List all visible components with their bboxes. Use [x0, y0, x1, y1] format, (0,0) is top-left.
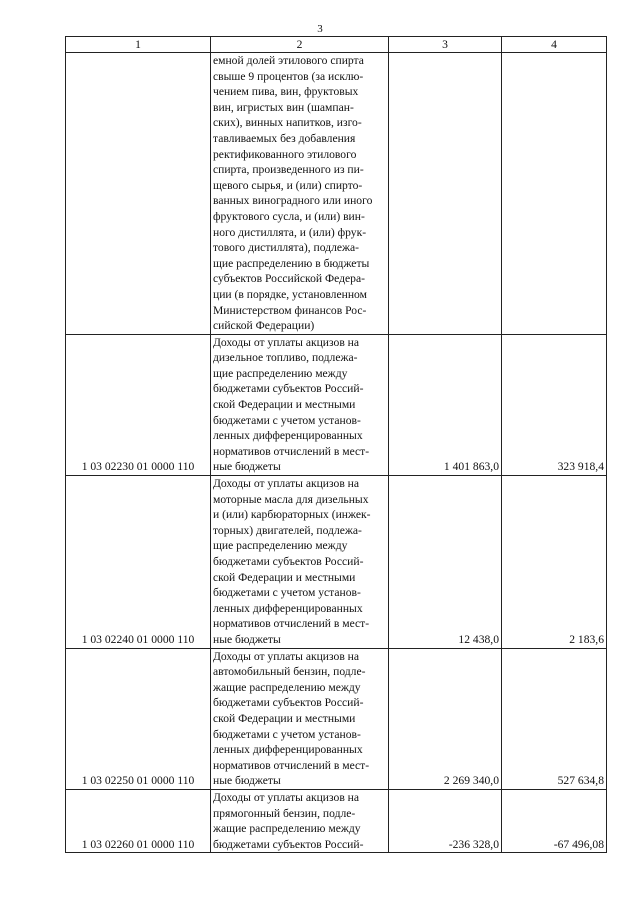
- amount-cell-col3: 2 269 340,0: [389, 648, 502, 789]
- budget-code-cell: 1 03 02250 01 0000 110: [66, 648, 211, 789]
- text-line: субъектов Российской Федера-: [213, 272, 365, 286]
- text-line: щие распределению между: [213, 539, 348, 553]
- text-line: бюджетами с учетом установ-: [213, 413, 361, 427]
- text-line: ные бюджеты: [213, 774, 281, 788]
- text-line: жащие распределению между: [213, 822, 361, 836]
- revenue-name-cell: [211, 789, 389, 852]
- budget-code-cell: 1 03 02260 01 0000 110: [66, 789, 211, 852]
- text-line: ленных дифференцированных: [213, 429, 363, 443]
- text-line: дизельное топливо, подлежа-: [213, 351, 358, 365]
- text-line: бюджетами субъектов Россий-: [213, 555, 364, 568]
- text-line: автомобильный бензин, подле-: [213, 665, 366, 679]
- column-header-1: 1: [66, 37, 211, 53]
- text-line: тавливаемых без добавления: [213, 131, 356, 145]
- amount-cell-col4: -67 496,08: [502, 789, 607, 852]
- text-line: ской Федерации и местными: [213, 570, 356, 584]
- text-line: бюджетами с учетом установ-: [213, 727, 361, 741]
- budget-code-cell: [66, 53, 211, 335]
- revenue-name-cell: [211, 476, 389, 649]
- amount-cell-col3: [389, 53, 502, 335]
- text-line: нормативов отчислений в мест-: [213, 758, 370, 772]
- revenue-name-cell: [211, 648, 389, 789]
- amount-cell-col3: 1 401 863,0: [389, 334, 502, 475]
- column-header-3: 3: [389, 37, 502, 53]
- amount-cell-col4: 323 918,4: [502, 334, 607, 475]
- text-line: нормативов отчислений в мест-: [213, 444, 370, 458]
- text-line: тового дистиллята), подлежа-: [213, 241, 360, 255]
- column-header-2: 2: [211, 37, 389, 53]
- amount-cell-col4: [502, 53, 607, 335]
- text-line: емной долей этилового спирта: [213, 54, 364, 67]
- column-header-4: 4: [502, 37, 607, 53]
- text-line: ции (в порядке, установленном: [213, 287, 367, 301]
- text-line: ректификованного этилового: [213, 147, 357, 161]
- text-line: бюджетами субъектов Россий-: [213, 837, 364, 851]
- text-line: ные бюджеты: [213, 632, 281, 646]
- text-line: Доходы от уплаты акцизов на: [213, 790, 360, 804]
- table-row: [66, 648, 607, 789]
- table-row: [66, 53, 607, 335]
- text-line: ленных дифференцированных: [213, 601, 363, 615]
- text-line: жащие распределению между: [213, 680, 361, 694]
- amount-cell-col3: 12 438,0: [389, 476, 502, 649]
- table-row: [66, 476, 607, 649]
- table-row: [66, 789, 607, 852]
- text-line: фруктового сусла, и (или) вин-: [213, 209, 365, 223]
- text-line: Доходы от уплаты акцизов на: [213, 477, 360, 491]
- amount-cell-col3: -236 328,0: [389, 789, 502, 852]
- text-line: бюджетами с учетом установ-: [213, 586, 361, 600]
- text-line: спирта, произведенного из пи-: [213, 163, 364, 177]
- text-line: ванных виноградного или иного: [213, 194, 373, 208]
- text-line: щие распределению в бюджеты: [213, 256, 370, 270]
- text-line: ного дистиллята, и (или) фрук-: [213, 225, 367, 239]
- text-line: ные бюджеты: [213, 460, 281, 474]
- revenue-name-cell: [211, 53, 389, 335]
- table-row: [66, 334, 607, 475]
- table-header-row: [66, 37, 607, 53]
- text-line: Доходы от уплаты акцизов на: [213, 649, 360, 663]
- text-line: ленных дифференцированных: [213, 743, 363, 757]
- amount-cell-col4: 527 634,8: [502, 648, 607, 789]
- text-line: прямогонный бензин, подле-: [213, 806, 356, 820]
- text-line: ской Федерации и местными: [213, 398, 356, 412]
- amount-cell-col4: 2 183,6: [502, 476, 607, 649]
- text-line: чением пива, вин, фруктовых: [213, 85, 359, 99]
- text-line: ских), винных напитков, изго-: [213, 116, 362, 130]
- text-line: сийской Федерации): [213, 319, 315, 333]
- text-line: щие распределению между: [213, 366, 348, 380]
- page-number: 3: [317, 23, 323, 35]
- budget-code-cell: 1 03 02240 01 0000 110: [66, 476, 211, 649]
- text-line: свыше 9 процентов (за исклю-: [213, 69, 364, 83]
- budget-revenue-table: [65, 36, 607, 853]
- revenue-name-cell: [211, 334, 389, 475]
- text-line: моторные масла для дизельных: [213, 492, 369, 506]
- text-line: бюджетами субъектов Россий-: [213, 382, 364, 396]
- text-line: и (или) карбюраторных (инжек-: [213, 508, 371, 522]
- text-line: ской Федерации и местными: [213, 711, 356, 725]
- text-line: щевого сырья, и (или) спирто-: [213, 178, 363, 192]
- text-line: Доходы от уплаты акцизов на: [213, 335, 360, 349]
- text-line: бюджетами субъектов Россий-: [213, 696, 364, 710]
- text-line: нормативов отчислений в мест-: [213, 617, 370, 631]
- budget-code-cell: 1 03 02230 01 0000 110: [66, 334, 211, 475]
- text-line: торных) двигателей, подлежа-: [213, 523, 362, 537]
- text-line: Министерством финансов Рос-: [213, 303, 367, 317]
- text-line: вин, игристых вин (шампан-: [213, 100, 354, 114]
